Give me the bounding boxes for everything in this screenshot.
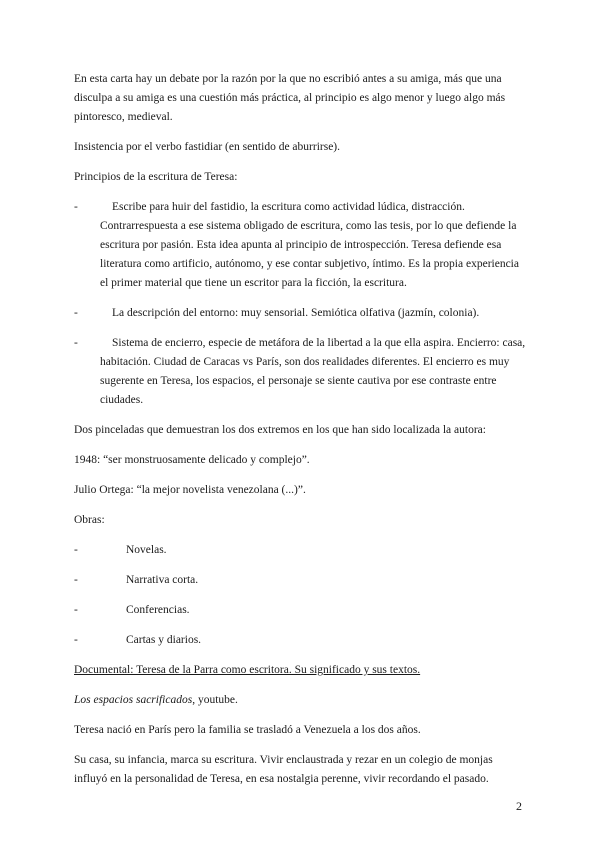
extremes-paragraph: Dos pinceladas que demuestran los dos extremos en los que han sido localizada la autora: (74, 424, 486, 436)
quote-1948: 1948: “ser monstruosamente delicado y complejo”. (74, 454, 310, 466)
quote-ortega: Julio Ortega: “la mejor novelista venezolana (...)”. (74, 484, 306, 496)
works-item (74, 631, 526, 650)
video-title: Los espacios sacrificados (74, 694, 193, 706)
fastidiar-paragraph: Insistencia por el verbo fastidiar (en sentido de aburrirse). (74, 141, 340, 153)
intro-paragraph: En esta carta hay un debate por la razón por la que no escribió antes a su amiga, más que una disculpa a su amiga es una cuestión más práctica, al principio es algo menor y luego algo más pintoresco, medieval. (74, 73, 506, 123)
bullet-dash: - (74, 544, 78, 556)
bullet-dash: - (74, 574, 78, 586)
principle-text: Escribe para huir del fastidio, la escritura como actividad lúdica, distracción. Contrarrespuesta a ese sistema obligado de escritura, como las tesis, por lo que defiende la escritura por pasión. Esta idea apunta al principio de introspección. Teresa defiende esa literatura como artificio, autónomo, y ese contar subjetivo, íntimo. Es la propia experiencia el primer material que tiene un escritor para la ficción, la escritura. (100, 201, 519, 289)
works-item (74, 541, 526, 560)
works-text: Novelas. (126, 544, 167, 556)
page-content (74, 70, 526, 800)
birth-paragraph: Teresa nació en París pero la familia se trasladó a Venezuela a los dos años. (74, 724, 421, 736)
bullet-dash: - (74, 337, 78, 349)
bullet-dash: - (74, 634, 78, 646)
video-source: , youtube. (192, 694, 238, 706)
works-text: Conferencias. (126, 604, 190, 616)
principles-heading: Principios de la escritura de Teresa: (74, 171, 238, 183)
principle-item (74, 304, 526, 323)
bullet-dash: - (74, 307, 78, 319)
principle-item (74, 198, 526, 293)
principle-text: La descripción del entorno: muy sensorial. Semiótica olfativa (jazmín, colonia). (112, 307, 480, 319)
bullet-dash: - (74, 201, 78, 213)
bullet-dash: - (74, 604, 78, 616)
works-item (74, 571, 526, 590)
principle-item (74, 334, 526, 410)
video-reference (74, 691, 526, 710)
works-item (74, 601, 526, 620)
documental-title: Documental: Teresa de la Parra como escritora. Su significado y sus textos. (74, 664, 421, 676)
childhood-paragraph: Su casa, su infancia, marca su escritura. Vivir enclaustrada y rezar en un colegio de monjas influyó en la personalidad de Teresa, en esa nostalgia perenne, vivir recordando el pasado. (74, 754, 493, 785)
principle-text: Sistema de encierro, especie de metáfora de la libertad a la que ella aspira. Encierro: casa, habitación. Ciudad de Caracas vs París, son dos realidades diferentes. El encierro es muy sugerente en Teresa, los espacios, el personaje se siente cautiva por ese contraste entre ciudades. (100, 337, 526, 406)
works-text: Narrativa corta. (126, 574, 199, 586)
works-heading: Obras: (74, 514, 105, 526)
works-text: Cartas y diarios. (126, 634, 202, 646)
page-number: 2 (516, 799, 522, 813)
